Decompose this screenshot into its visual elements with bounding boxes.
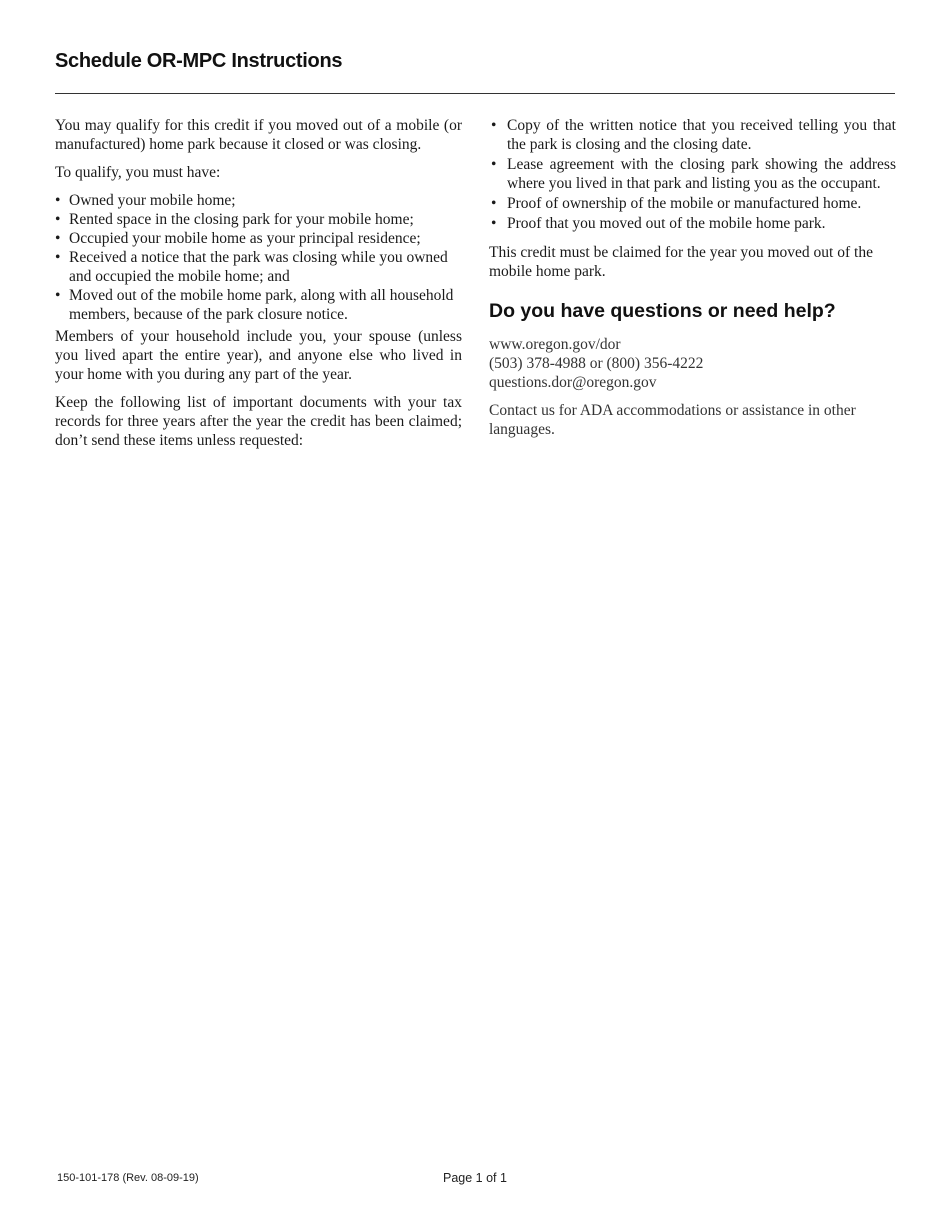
website-link[interactable]: www.oregon.gov/dor [489,336,621,353]
household-paragraph: Members of your household include you, your spouse (unless you lived apart the entire year), and anyone else who lived in your home with you during any part of the year. [55,328,462,383]
list-item: • Owned your mobile home; [55,191,462,210]
list-item: • Rented space in the closing park for your mobile home; [55,210,462,229]
list-item: • Moved out of the mobile home park, along with all household members, because of the park closure notice. [55,286,462,324]
ada-note: Contact us for ADA accommodations or assistance in other languages. [489,402,856,438]
page-number: Page 1 of 1 [443,1171,507,1185]
qualify-lead: To qualify, you must have: [55,164,221,181]
right-column [489,116,896,448]
page-title: Schedule OR-MPC Instructions [55,50,343,72]
keep-records-paragraph: Keep the following list of important documents with your tax records for three years after the year the credit has been claimed; don’t send these items unless requested: [55,394,462,449]
left-column [55,116,462,459]
intro-paragraph: You may qualify for this credit if you moved out of a mobile (or manufactured) home park because it closed or was closing. [55,117,462,153]
requirements-list [55,191,462,324]
claim-year-paragraph: This credit must be claimed for the year you moved out of the mobile home park. [489,244,873,280]
form-number: 150-101-178 (Rev. 08-09-19) [57,1172,199,1184]
phone-numbers: (503) 378-4988 or (800) 356-4222 [489,355,704,372]
contact-info [489,335,896,392]
list-item: • Lease agreement with the closing park showing the address where you lived in that park and listing you as the occupant. [489,155,896,193]
title-divider [55,93,895,94]
list-item: • Occupied your mobile home as your principal residence; [55,229,462,248]
documents-list [489,116,896,233]
email-link[interactable]: questions.dor@oregon.gov [489,374,657,391]
list-item: • Proof of ownership of the mobile or manufactured home. [489,194,896,213]
help-heading: Do you have questions or need help? [489,300,836,322]
list-item: • Proof that you moved out of the mobile home park. [489,214,896,233]
list-item: • Copy of the written notice that you received telling you that the park is closing and the closing date. [489,116,896,154]
list-item: • Received a notice that the park was closing while you owned and occupied the mobile home; and [55,248,462,286]
